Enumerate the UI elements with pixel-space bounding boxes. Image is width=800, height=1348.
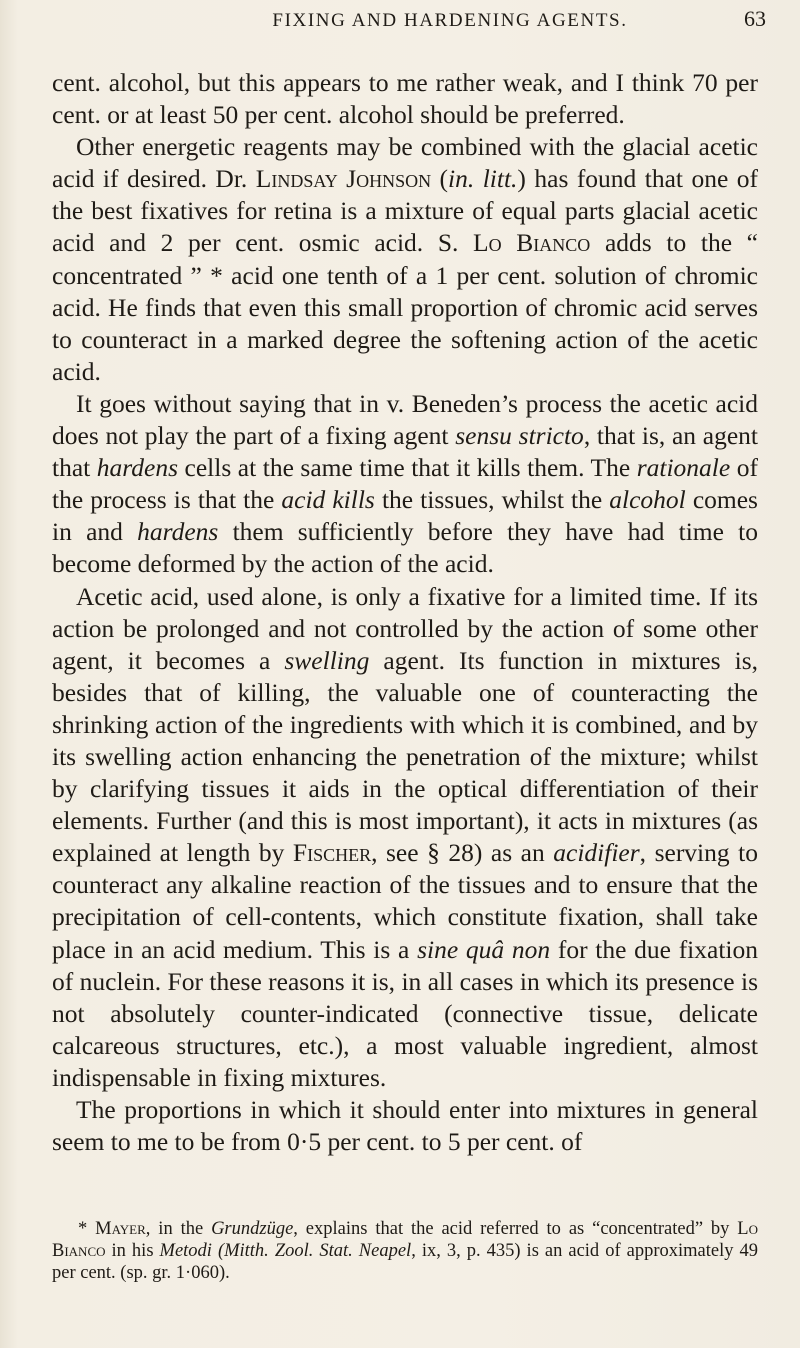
running-header: FIXING AND HARDENING AGENTS.	[272, 10, 628, 31]
paragraph-1: cent. alcohol, but this appears to me rather weak, and I think 70 per cent. or at least 50 per cent. alcohol should be preferred.	[52, 68, 758, 130]
author-mayer: Mayer	[95, 1219, 146, 1239]
author-lo-bianco: Lo Bianco	[473, 228, 591, 258]
author-lindsay-johnson: Lindsay Johnson	[255, 164, 432, 194]
citation-in-litt: in. litt.	[448, 164, 518, 194]
author-fischer: Fischer	[292, 838, 372, 868]
body-text	[52, 67, 758, 1158]
page-number: 63	[744, 6, 766, 31]
paragraph-4: Acetic acid, used alone, is only a fixative for a limited time. If its action be prolonged and not controlled by the action of some other agent, it becomes a swelling agent. Its function in mixtures is, besides that of killing, the valuable one of counteracting the shrinking action of the ingredients with which it is combined, and by its swelling action enhancing the penetration of the mixture; whilst by clarifying tissues it aids in the optical differentiation of their elements. Further (and this is most important), it acts in mixtures (as explained at length by Fischer, see § 28) as an acidifier, serving to counteract any alkaline reaction of the tissues and to ensure that the precipitation of cell-contents, which constitute fixation, shall take place in an acid medium. This is a sine quâ non for the due fixation of nuclein. For these reasons it is, in all cases in which its presence is not absolutely counter-indicated (connective tissue, delicate calcareous structures, etc.), a most valuable ingredient, almost indispensable in fixing mixtures.	[52, 581, 759, 1092]
paragraph-3: It goes without saying that in v. Beneden’s process the acetic acid does not play the part of a fixing agent sensu stricto, that is, an agent that hardens cells at the same time that it kills them. The rationale of the process is that the acid kills the tissues, whilst the alcohol comes in and hardens them sufficiently before they have had time to become deformed by the action of the acid.	[52, 388, 759, 579]
paragraph-5: The proportions in which it should enter into mixtures in general seem to me to be from 0·5 per cent. to 5 per cent. of	[52, 1095, 758, 1157]
footnote: * Mayer, in the Grundzüge, explains that the acid referred to as “concentrated” by Lo Bianco in his Metodi (Mitth. Zool. Stat. Neapel, ix, 3, p. 435) is an acid of approximately 49 per cent. (sp. gr. 1·060).	[52, 1219, 758, 1283]
paragraph-2: Other energetic reagents may be combined with the glacial acetic acid if desired. Dr. Lindsay Johnson (in. litt.) has found that one of the best fixatives for retina is a mixture of equal parts glacial acetic acid and 2 per cent. osmic acid. S. Lo Bianco adds to the “ concentrated ” * acid one tenth of a 1 per cent. solution of chromic acid. He finds that even this small proportion of chromic acid serves to counteract in a marked degree the softening action of the acetic acid.	[52, 132, 758, 386]
